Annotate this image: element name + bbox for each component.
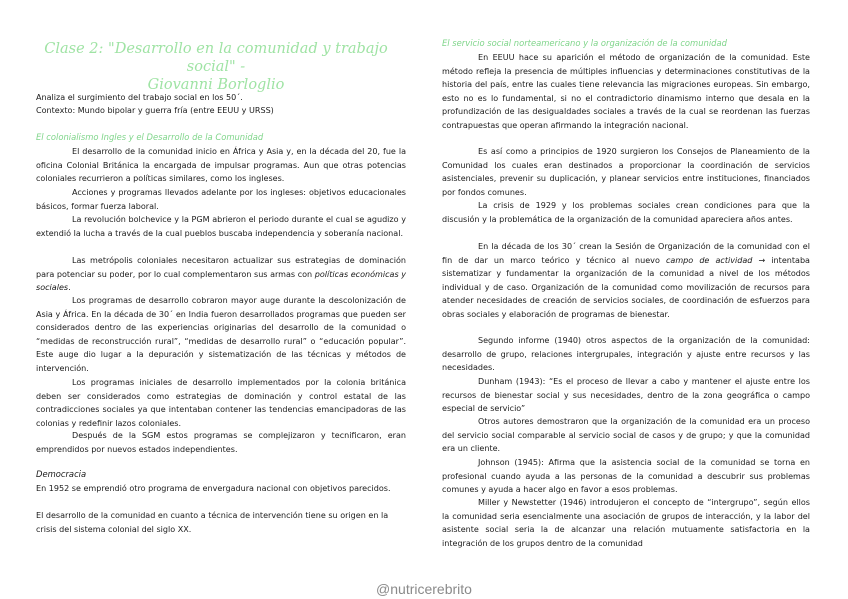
right-paragraph-6: Dunham (1943): “Es el proceso de llevar a cabo y mantener el ajuste entre los recursos de bienestar social y sus necesidades, dentro de la zona geográfica o campo especial de servicio” bbox=[442, 377, 810, 413]
right-paragraph-5: Segundo informe (1940) otros aspectos de la organización de la comunidad: desarrollo de grupo, relaciones intergrupales, integración y ajuste entre recursos y las necesidades. bbox=[442, 336, 810, 372]
right-paragraph-4-end: intentaba sistematizar y fundamentar la organización de la comunidad a nivel de los métodos individual y de caso. Organización de la comunidad como movilización de recursos para atender necesidades de creación de servicios sociales, de coordinación de esfuerzos para obras sociales y elaboración de programas de bienestar. bbox=[442, 255, 810, 319]
section-heading-colonialism: El colonialismo Ingles y el Desarrollo de la Comunidad bbox=[36, 132, 264, 142]
intro-line-1: Analiza el surgimiento del trabajo social en los 50´. bbox=[36, 93, 243, 102]
right-paragraph-4 bbox=[442, 240, 810, 321]
right-paragraph-3: La crisis de 1929 y los problemas sociales crean condiciones para que la discusión y la problemática de la organización de la comunidad apareciera años antes. bbox=[442, 201, 810, 224]
section-heading-servicio-social: El servicio social norteamericano y la organización de la comunidad bbox=[442, 38, 727, 48]
paragraph-4-text: Las metrópolis coloniales necesitaron actualizar sus estrategias de dominación para potenciar su poder, por lo cual complementaron sus armas con bbox=[36, 256, 406, 279]
paragraph-5: Los programas de desarrollo cobraron mayor auge durante la descolonización de Asia y África. En la década de 30´ en India fueron desarrollados programas que pueden ser considerados dentro de las experiencias originarias del desarrollo de la comunidad o “medidas de reconstrucción rural”, “medidas de desarrollo rural” o “educación popular”. Este auge dio lugar a la depuración y sistematización de las técnicas y métodos de intervención. bbox=[36, 296, 406, 373]
watermark-handle: @nutricerebrito bbox=[376, 581, 472, 597]
paragraph-1: El desarrollo de la comunidad inicio en África y Asia y, en la década del 20, fue la oficina Colonial Británica la encargada de impulsar programas. Aun que otras potencias coloniales recurrieron a políticas similares, como los ingleses. bbox=[36, 147, 406, 183]
section-heading-democracia: Democracia bbox=[36, 469, 87, 479]
page-title bbox=[36, 40, 396, 94]
paragraph-3: La revolución bolchevice y la PGM abrieron el periodo durante el cual se agudizo y extendió la lucha a través de la cual pueblos buscaba independencia y soberanía nacional. bbox=[36, 215, 406, 238]
paragraph-9: El desarrollo de la comunidad en cuanto a técnica de intervención tiene su origen en la crisis del sistema colonial del siglo XX. bbox=[36, 511, 389, 534]
paragraph-6: Los programas iniciales de desarrollo implementados por la colonia británica deben ser considerados como estrategias de dominación y control estatal de las contradicciones sociales ya que intentaban contener las tendencias emancipadoras de las colonias y redefinir lazos coloniales. bbox=[36, 378, 406, 428]
intro-line-2: Contexto: Mundo bipolar y guerra fría (entre EEUU y URSS) bbox=[36, 106, 274, 115]
paragraph-7: Después de la SGM estos programas se complejizaron y tecnificaron, eran emprendidos por nuevos estados independientes. bbox=[36, 431, 406, 454]
paragraph-4 bbox=[36, 254, 406, 295]
right-paragraph-1: En EEUU hace su aparición el método de organización de la comunidad. Este método refleja la presencia de múltiples influencias y determinaciones constitutivas de la historia del país, entre las cuales tiene relevancia las migraciones europeas. Sin embargo, esto no es lo fundamental, si no el contradictorio dinamismo interno que desala en la profundización de las desigualdades sociales a través de la cual se reordenan las fuerzas contrapuestas que operan afirmando la integración nacional. bbox=[442, 53, 810, 130]
paragraph-8: En 1952 se emprendió otro programa de envergadura nacional con objetivos parecidos. bbox=[36, 484, 391, 493]
title-line-2: Giovanni Borloglio bbox=[147, 77, 285, 93]
title-line-1: Clase 2: "Desarrollo en la comunidad y trabajo social" - bbox=[44, 41, 388, 75]
right-paragraph-8: Johnson (1945): Afirma que la asistencia social de la comunidad se torna en profesional cuando ayuda a las personas de la comunidad a descubrir sus problemas comunes y ayuda a hacer algo en favor a esos problemas. bbox=[442, 458, 810, 494]
paragraph-4-end: . bbox=[68, 283, 71, 292]
right-paragraph-4-text: En la década de los 30´ crean la Sesión de Organización de la comunidad con el fin de dar un marco teórico y técnico al nuevo bbox=[442, 242, 810, 265]
paragraph-2: Acciones y programas llevados adelante por los ingleses: objetivos educacionales básicos, formar fuerza laboral. bbox=[36, 188, 406, 211]
right-paragraph-9: Miller y Newstetter (1946) introdujeron el concepto de “intergrupo”, según ellos la comunidad seria esencialmente una asociación de grupos de interacción, y la labor del asistente social seria la de alcanzar una relación mutuamente satisfactoria en la integración de los grupos dentro de la comunidad bbox=[442, 498, 810, 548]
right-paragraph-4-emphasis: campo de actividad → bbox=[665, 255, 766, 265]
paragraph-4-emphasis: políticas económicas y sociales bbox=[36, 269, 407, 292]
right-paragraph-2: Es así como a principios de 1920 surgieron los Consejos de Planeamiento de la Comunidad los cuales eran destinados a proporcionar la coordinación de servicios asistenciales, prevenir su duplicación, y planear servicios entre instituciones, financiados por fondos comunes. bbox=[442, 147, 810, 197]
right-paragraph-7: Otros autores demostraron que la organización de la comunidad era un proceso del servicio social comparable al servicio social de casos y de grupo; y que la comunidad era un cliente. bbox=[442, 417, 810, 453]
